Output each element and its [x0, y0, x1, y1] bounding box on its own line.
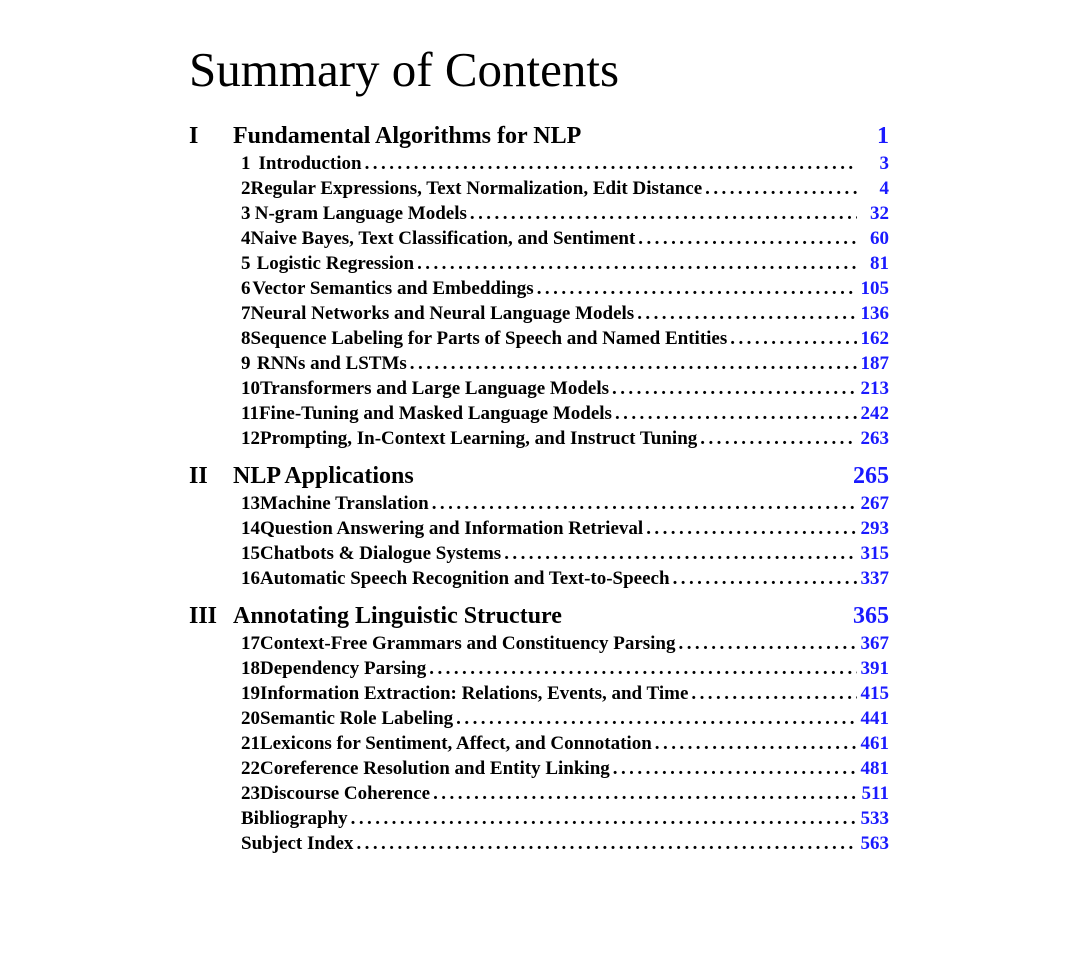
chapter-number: 17 [241, 633, 260, 654]
chapter-page-link[interactable]: 32 [870, 203, 889, 224]
toc-entry[interactable] [241, 491, 889, 516]
chapter-title: Machine Translation [260, 493, 429, 514]
toc-entry[interactable] [241, 631, 889, 656]
chapter-page-link[interactable]: 162 [860, 328, 889, 349]
chapter-page-link[interactable]: 105 [860, 278, 889, 299]
chapter-title: Automatic Speech Recognition and Text-to-Speech [260, 568, 670, 589]
toc-entry-list [189, 151, 889, 451]
toc-entry[interactable] [241, 276, 889, 301]
chapter-number: 21 [241, 733, 260, 754]
page-title: Summary of Contents [189, 42, 620, 97]
chapter-page-link[interactable]: 263 [860, 428, 889, 449]
dot-leader [655, 731, 857, 756]
chapter-page-link[interactable]: 3 [879, 153, 889, 174]
chapter-title: Prompting, In-Context Learning, and Instruct Tuning [260, 428, 698, 449]
dot-leader [700, 426, 857, 451]
dot-leader [646, 516, 857, 541]
part-number: I [189, 123, 199, 149]
table-of-contents [189, 121, 889, 856]
chapter-title: Semantic Role Labeling [260, 708, 454, 729]
part-title: NLP Applications [233, 463, 414, 489]
chapter-page-link[interactable]: 81 [870, 253, 889, 274]
dot-leader [537, 276, 857, 301]
chapter-number: 7 [241, 303, 251, 324]
toc-part [189, 601, 889, 856]
dot-leader [456, 706, 857, 731]
chapter-title: Regular Expressions, Text Normalization, Edit Distance [250, 178, 703, 199]
chapter-page-link[interactable]: 337 [860, 568, 889, 589]
toc-part [189, 121, 889, 451]
chapter-title: Lexicons for Sentiment, Affect, and Connotation [260, 733, 652, 754]
chapter-number: 19 [241, 683, 260, 704]
chapter-title: Chatbots & Dialogue Systems [260, 543, 502, 564]
toc-entry[interactable] [241, 201, 889, 226]
dot-leader [417, 251, 857, 276]
chapter-title: Logistic Regression [256, 253, 415, 274]
chapter-title: Information Extraction: Relations, Events, and Time [260, 683, 689, 704]
toc-entry[interactable] [241, 656, 889, 681]
dot-leader [673, 566, 857, 591]
chapter-page-link[interactable]: 563 [860, 833, 889, 854]
toc-entry[interactable] [241, 351, 889, 376]
chapter-page-link[interactable]: 136 [860, 303, 889, 324]
toc-entry[interactable] [241, 806, 889, 831]
toc-entry[interactable] [241, 516, 889, 541]
chapter-page-link[interactable]: 187 [860, 353, 889, 374]
chapter-title: Introduction [258, 153, 362, 174]
chapter-number: 20 [241, 708, 260, 729]
chapter-page-link[interactable]: 4 [879, 178, 889, 199]
chapter-page-link[interactable]: 267 [860, 493, 889, 514]
toc-entry[interactable] [241, 426, 889, 451]
chapter-number: 18 [241, 658, 260, 679]
dot-leader [504, 541, 857, 566]
chapter-title: Discourse Coherence [260, 783, 431, 804]
chapter-page-link[interactable]: 391 [860, 658, 889, 679]
toc-entry[interactable] [241, 831, 889, 856]
toc-entry[interactable] [241, 681, 889, 706]
dot-leader [410, 351, 857, 376]
chapter-title: Bibliography [241, 808, 348, 829]
toc-part-heading[interactable] [189, 601, 889, 631]
chapter-number: 9 [241, 353, 251, 374]
chapter-title: Transformers and Large Language Models [260, 378, 610, 399]
part-number: II [189, 463, 208, 489]
chapter-page-link[interactable]: 533 [860, 808, 889, 829]
toc-entry-list [189, 631, 889, 856]
dot-leader [365, 151, 857, 176]
dot-leader [429, 656, 857, 681]
dot-leader [470, 201, 857, 226]
toc-entry[interactable] [241, 301, 889, 326]
chapter-number: 5 [241, 253, 251, 274]
chapter-title: Context-Free Grammars and Constituency Parsing [260, 633, 676, 654]
chapter-page-link[interactable]: 367 [860, 633, 889, 654]
toc-entry[interactable] [241, 541, 889, 566]
chapter-title: Naive Bayes, Text Classification, and Sentiment [250, 228, 636, 249]
toc-entry[interactable] [241, 566, 889, 591]
part-page-link[interactable]: 1 [877, 123, 889, 149]
chapter-number: 11 [241, 403, 259, 424]
chapter-number: 14 [241, 518, 260, 539]
toc-entry[interactable] [241, 401, 889, 426]
dot-leader [613, 756, 857, 781]
chapter-page-link[interactable]: 60 [870, 228, 889, 249]
chapter-number: 2 [241, 178, 251, 199]
chapter-title: Question Answering and Information Retrieval [260, 518, 644, 539]
toc-entry[interactable] [241, 376, 889, 401]
toc-entry[interactable] [241, 731, 889, 756]
chapter-number: 15 [241, 543, 260, 564]
chapter-title: N-gram Language Models [254, 203, 467, 224]
chapter-title: Dependency Parsing [260, 658, 427, 679]
chapter-page-link[interactable]: 481 [860, 758, 889, 779]
chapter-number: 12 [241, 428, 260, 449]
toc-part [189, 461, 889, 591]
chapter-number: 22 [241, 758, 260, 779]
toc-entry[interactable] [241, 326, 889, 351]
chapter-title: Neural Networks and Neural Language Models [250, 303, 635, 324]
part-page-link[interactable]: 365 [853, 603, 889, 629]
toc-entry[interactable] [241, 226, 889, 251]
dot-leader [433, 781, 857, 806]
chapter-page-link[interactable]: 242 [860, 403, 889, 424]
chapter-title: Sequence Labeling for Parts of Speech and Named Entities [250, 328, 728, 349]
chapter-title: Vector Semantics and Embeddings [252, 278, 534, 299]
dot-leader [679, 631, 858, 656]
part-title: Fundamental Algorithms for NLP [233, 123, 582, 149]
dot-leader [432, 491, 857, 516]
chapter-number: 4 [241, 228, 251, 249]
chapter-number: 3 [241, 203, 251, 224]
chapter-page-link[interactable]: 461 [860, 733, 889, 754]
part-title: Annotating Linguistic Structure [233, 603, 562, 629]
chapter-number: 10 [241, 378, 260, 399]
toc-entry[interactable] [241, 781, 889, 806]
dot-leader [612, 376, 857, 401]
chapter-title: RNNs and LSTMs [256, 353, 407, 374]
document-page [189, 0, 889, 856]
toc-entry[interactable] [241, 706, 889, 731]
chapter-title: Subject Index [241, 833, 354, 854]
chapter-title: Fine-Tuning and Masked Language Models [258, 403, 612, 424]
chapter-page-link[interactable]: 315 [860, 543, 889, 564]
toc-entry[interactable] [241, 756, 889, 781]
chapter-number: 8 [241, 328, 251, 349]
chapter-page-link[interactable]: 293 [860, 518, 889, 539]
chapter-number: 1 [241, 153, 251, 174]
chapter-title: Coreference Resolution and Entity Linking [260, 758, 610, 779]
toc-entry[interactable] [241, 176, 889, 201]
dot-leader [356, 831, 857, 856]
chapter-page-link[interactable]: 511 [861, 783, 889, 804]
chapter-number: 6 [241, 278, 251, 299]
toc-entry[interactable] [241, 151, 889, 176]
dot-leader [351, 806, 857, 831]
chapter-page-link[interactable]: 441 [860, 708, 889, 729]
chapter-page-link[interactable]: 213 [860, 378, 889, 399]
toc-entry[interactable] [241, 251, 889, 276]
toc-part-heading[interactable] [189, 121, 889, 151]
dot-leader [637, 301, 857, 326]
dot-leader [638, 226, 857, 251]
chapter-page-link[interactable]: 415 [860, 683, 889, 704]
dot-leader [691, 681, 857, 706]
chapter-number: 16 [241, 568, 260, 589]
toc-part-heading[interactable] [189, 461, 889, 491]
dot-leader [705, 176, 857, 201]
dot-leader [730, 326, 857, 351]
toc-entry-list [189, 491, 889, 591]
chapter-number: 13 [241, 493, 260, 514]
chapter-number: 23 [241, 783, 260, 804]
dot-leader [615, 401, 857, 426]
part-number: III [189, 603, 218, 629]
part-page-link[interactable]: 265 [853, 463, 889, 489]
